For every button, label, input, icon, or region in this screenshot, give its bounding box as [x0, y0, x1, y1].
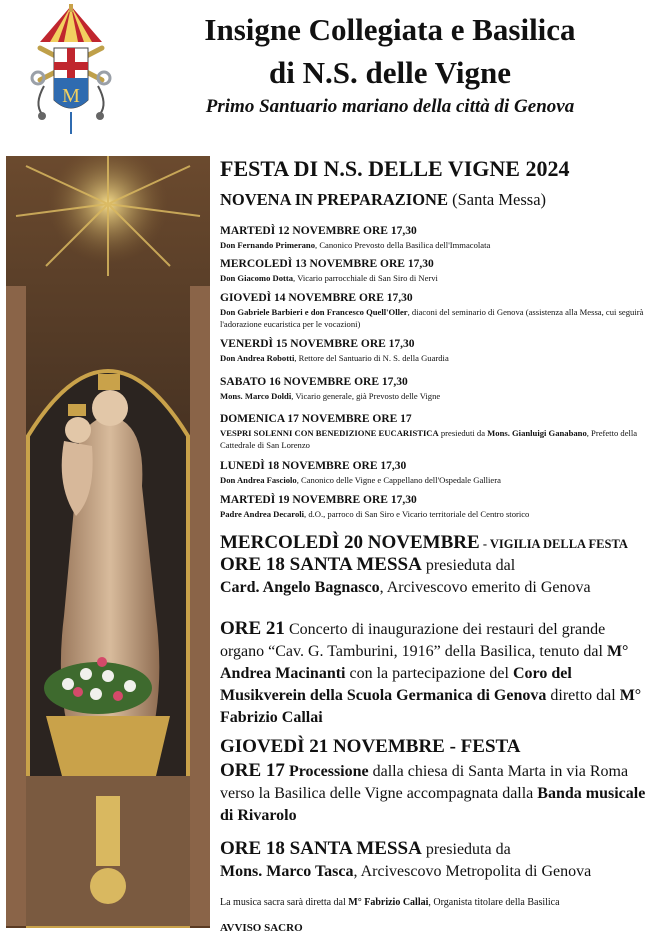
day-heading: GIOVEDÌ 14 NOVEMBRE ORE 17,30: [220, 292, 413, 304]
festa-messa-celebrant: Mons. Marco Tasca: [220, 863, 354, 880]
processione-text: dalla chiesa di Santa Marta in via Roma verso la Basilica delle Vigne accompagnata dalla: [220, 763, 629, 802]
festa-messa-role: , Arcivescovo Metropolita di Genova: [353, 863, 592, 880]
processione-time: ORE 17: [220, 760, 285, 781]
vigilia-date: MERCOLEDÌ 20 NOVEMBRE: [220, 532, 480, 553]
celebrant-role: , Rettore del Santuario di N. S. della Guardia: [294, 353, 449, 363]
vigilia-messa-text: presieduta dal: [421, 557, 516, 574]
day-celebrant: [220, 427, 652, 451]
novena-day: [220, 224, 652, 251]
celebrant-name: Don Andrea Fasciolo: [220, 475, 297, 485]
day-heading: VENERDÌ 15 NOVEMBRE ORE 17,30: [220, 338, 415, 350]
festa-messa-text: presieduta da: [421, 841, 511, 858]
header-title-line1: Insigne Collegiata e Basilica: [204, 12, 576, 47]
celebrant-role: , Vicario generale, già Prevosto delle Vigne: [291, 391, 441, 401]
header-subtitle: Primo Santuario mariano della città di Genova: [205, 96, 575, 117]
novena-title: [220, 190, 546, 210]
concerto-text: Concerto di inaugurazione dei restauri del grande organo “Cav. G. Tamburini, 1916” della Basilica, tenuto dal: [220, 621, 607, 660]
vigilia-messa: [220, 554, 652, 599]
vigilia-heading: [220, 532, 652, 555]
header-title-line2: di N.S. delle Vigne: [268, 55, 511, 90]
vigilia-messa-celebrant: Card. Angelo Bagnasco: [220, 579, 380, 596]
novena-day: [220, 493, 652, 520]
celebrant-name: Mons. Marco Doldi: [220, 391, 292, 401]
madonna-statue-photo: [6, 156, 210, 928]
festa-title: FESTA DI N.S. DELLE VIGNE 2024: [220, 156, 570, 181]
concerto-text: con la partecipazione del: [345, 665, 513, 682]
novena-day: [220, 412, 652, 451]
day-heading: DOMENICA 17 NOVEMBRE ORE 17: [220, 413, 412, 425]
day-heading: MARTEDÌ 19 NOVEMBRE ORE 17,30: [220, 494, 417, 506]
day-celebrant: [220, 272, 652, 284]
celebrant-role: , Canonico Prevosto della Basilica dell'Immacolata: [315, 240, 491, 250]
novena-heading: NOVENA IN PREPARAZIONE: [220, 190, 448, 209]
festa-heading: [220, 736, 652, 759]
festa-date: GIOVEDÌ 21 NOVEMBRE - FESTA: [220, 736, 521, 757]
vigilia-label: - VIGILIA DELLA FESTA: [479, 537, 628, 551]
music-note: La musica sacra sarà diretta dal M° Fabrizio Callai, Organista titolare della Basilica: [220, 897, 560, 908]
day-celebrant: [220, 352, 652, 364]
celebrant-name: Don Giacomo Dotta: [220, 273, 294, 283]
vigilia-messa-title: ORE 18 SANTA MESSA: [220, 554, 422, 575]
celebrant-role: presieduti da: [438, 428, 488, 438]
day-celebrant: [220, 239, 652, 251]
day-heading: LUNEDÌ 18 NOVEMBRE ORE 17,30: [220, 460, 407, 472]
day-heading: MERCOLEDÌ 13 NOVEMBRE ORE 17,30: [220, 258, 434, 270]
celebrant-role: , Prefetto della Cattedrale di San Lorenzo: [220, 428, 638, 450]
celebrant-name: Padre Andrea Decaroli: [220, 509, 305, 519]
basilica-crest: [30, 4, 112, 136]
novena-day: [220, 257, 652, 284]
concerto-text: diretto dal: [546, 687, 620, 704]
celebrant-role: , diaconi del seminario di Genova (assistenza alla Messa, cui seguirà l'adorazione eucaristica per le vocazioni): [220, 307, 644, 329]
celebrant-role: , Canonico delle Vigne e Cappellano dell'Ospedale Galliera: [296, 475, 501, 485]
day-celebrant: [220, 306, 652, 330]
vigilia-messa-role: , Arcivescovo emerito di Genova: [379, 579, 591, 596]
processione-title: Processione: [284, 763, 369, 780]
novena-day: [220, 291, 652, 330]
novena-note: (Santa Messa): [452, 190, 547, 209]
processione-band: Banda musicale di Rivarolo: [220, 785, 646, 824]
day-heading: SABATO 16 NOVEMBRE ORE 17,30: [220, 376, 408, 388]
svg-text:M: M: [62, 85, 80, 107]
concerto-choir: Coro del Musikverein della Scuola Germanica di Genova: [220, 665, 572, 704]
celebrant-name: Don Andrea Robotti: [220, 353, 295, 363]
vigilia-concerto: [220, 618, 652, 729]
festa-messa-title: ORE 18 SANTA MESSA: [220, 838, 422, 859]
celebrant-name: Don Gabriele Barbieri e don Francesco Quell'Oller: [220, 307, 408, 317]
festa-messa: [220, 838, 652, 883]
novena-day: [220, 459, 652, 486]
avviso-sacro: AVVISO SACRO: [220, 922, 303, 934]
day-celebrant: [220, 474, 652, 486]
novena-day: [220, 375, 652, 402]
celebrant-name: Don Fernando Primerano: [220, 240, 316, 250]
concerto-time: ORE 21: [220, 618, 285, 639]
celebrant-name: Mons. Gianluigi Ganabano: [487, 428, 587, 438]
day-celebrant: [220, 508, 652, 520]
concerto-organist: M° Andrea Macinanti: [220, 643, 629, 682]
celebrant-role: , Vicario parrocchiale di San Siro di Nervi: [293, 273, 438, 283]
music-director: M° Fabrizio Callai: [348, 897, 429, 908]
day-heading: MARTEDÌ 12 NOVEMBRE ORE 17,30: [220, 225, 417, 237]
day-celebrant: [220, 390, 652, 402]
novena-day: [220, 337, 652, 364]
festa-processione: [220, 760, 652, 827]
celebrant-role: , d.O., parroco di San Siro e Vicario territoriale del Centro storico: [304, 509, 530, 519]
concerto-director: M° Fabrizio Callai: [220, 687, 642, 726]
celebrant-name: VESPRI SOLENNI CON BENEDIZIONE EUCARISTICA: [220, 428, 439, 438]
